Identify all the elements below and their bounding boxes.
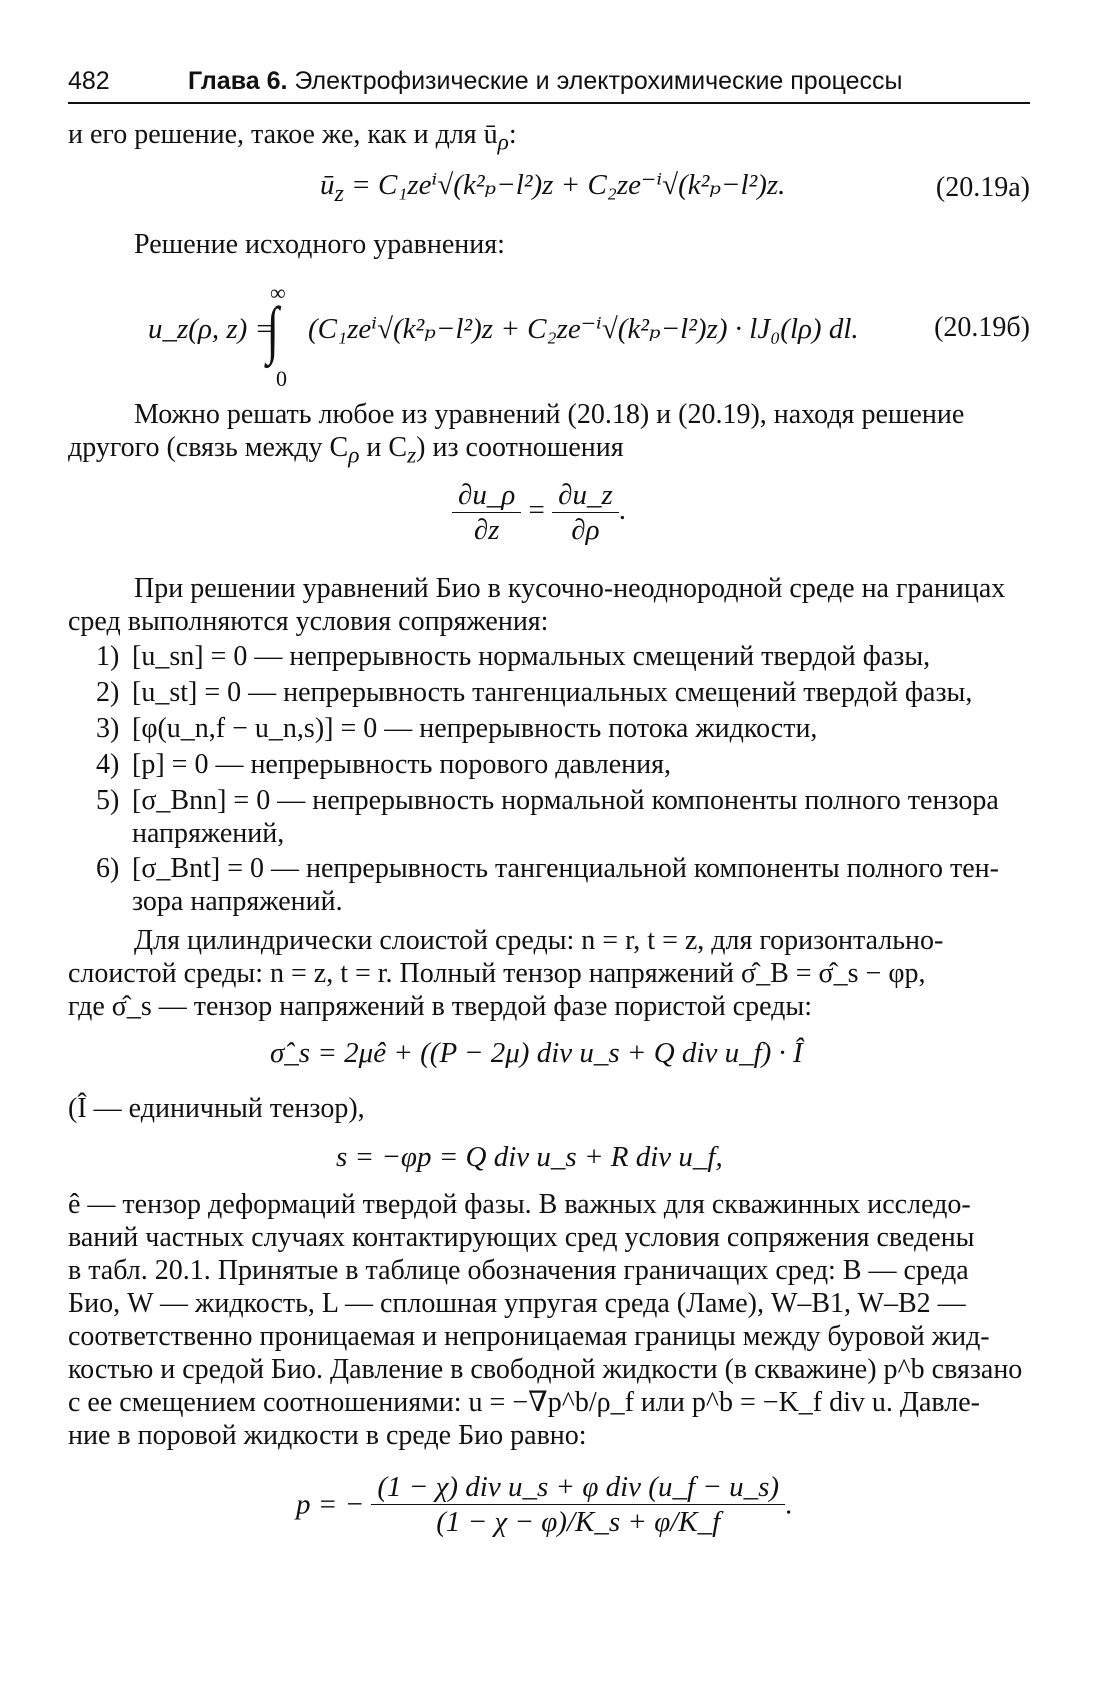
paragraph-unit-tensor: (Î — единичный тензор), bbox=[68, 1093, 365, 1124]
book-page: 482 Глава 6. Электрофизические и электрохимические процессы и его решение, такое же, как и для $ū_\rho$: $ū_z = C_1ze^i√(k^2_p-l^2)z + C_2ze^{-i}√(k^2_p-l^2)z$. (20.19а) Решение исходного уравнения: u_z(ρ, z) = ∞ ∫ 0 (C₁zeⁱ√(k²ₚ−l²)z + C₂ze⁻ⁱ√(k²ₚ−l²)z) · lJ₀(lρ) dl. (20.19б) Можно решать любое из уравнений (20.18) и (20.19), находя решение другого (связь между $C_\rho$ и $C_z$) из соотношения $\frac{\partial u\_\rho}{\partial z}$ = $\frac{\partial u\_z}{\partial\rho}$ . При решении уравнений Био в кусочно-неоднородной среде на границах сред выполняются условия сопряжения: 1) [u_sn] = 0 — непрерывность нормальных смещений твердой фазы, 2) [u_st] = 0 — непрерывность тангенциальных смещений твердой фазы, 3) [φ(u_n,f − u_n,s)] = 0 — непрерывность потока жидкости, 4) [p] = 0 — непрерывность порового давления, 5) [σ_Bnn] = 0 — непрерывность нормальной компоненты полного тензора напряжений, 6) [σ_Bnt] = 0 — непрерывность тангенциальной компоненты полного тен- зора напряжений. Для цилиндрически слоистой среды: n = r, t = z, для горизонтально- слоистой среды: n = z, t = r. Полный тензор напряжений σ̂_B = σ̂_s − φp, где σ̂_s — тензор напряжений в твердой фазе пористой среды: σ̂_s = 2μê + ((P − 2μ) div u_s + Q div u_f) · Î (Î — единичный тензор), s = −φp = Q div u_s + R div u_f, ê — тензор деформаций твердой фазы. В важных для скважинных исследо- ваний частных случаях контактирующих сред условия сопряжения сведены в табл. 20.1. Принятые в таблице обозначения граничащих сред: B — среда Био, W — жидкость, L — сплошная упругая среда (Ламе), W–B1, W–B2 — соответственно проницаемая и непроницаемая границы между буровой жид- костью и средой Био. Давление в свободной жидкости (в скважине) p^b связано с ее смещением соотношениями: u = −∇p^b/ρ_f или p^b = −K_f div u. Давле- ние в поровой жидкости в среде Био равно: p = − $\frac{\text{(1 − χ) div u\_s + φ div (u\_f − u\_s)}}{(1 - \chi - \varphi)/K\_s + \varphi/K\_f}$ . bbox=[68, 67, 1030, 1538]
paragraph-layered-line2: слоистой среды: n = z, t = r. Полный тензор напряжений σ̂_B = σ̂_s − φp, bbox=[68, 958, 926, 989]
equation-number-20-19b: (20.19б) bbox=[934, 312, 1030, 343]
paragraph-intro: и его решение, такое же, как и для $ū_\rho$: bbox=[68, 119, 517, 156]
paragraph-relation-line1: Можно решать любое из уравнений (20.18) и (20.19), находя решение bbox=[134, 399, 965, 430]
paragraph-strain-line5: соответственно проницаемая и непроницаемая границы между буровой жид- bbox=[68, 1321, 990, 1352]
condition-item: 3) [φ(u_n,f − u_n,s)] = 0 — непрерывность потока жидкости, bbox=[96, 713, 818, 744]
chapter-label: Глава 6. bbox=[188, 67, 288, 95]
running-header bbox=[68, 66, 1030, 104]
paragraph-relation-line2: другого (связь между $C_\rho$ и $C_z$) из соотношения bbox=[68, 432, 624, 469]
paragraph-biot-line1: При решении уравнений Био в кусочно-неоднородной среде на границах bbox=[134, 573, 1006, 604]
paragraph-strain-line7: с ее смещением соотношениями: u = −∇p^b/ρ_f или p^b = −K_f div u. Давле- bbox=[68, 1387, 980, 1418]
paragraph-biot-line2: сред выполняются условия сопряжения: bbox=[68, 606, 549, 637]
condition-item: 4) [p] = 0 — непрерывность порового давления, bbox=[96, 749, 671, 780]
equation-number-20-19a: (20.19а) bbox=[935, 172, 1030, 203]
paragraph-solution: Решение исходного уравнения: bbox=[134, 229, 505, 260]
equation-s: s = −φp = Q div u_s + R div u_f, bbox=[336, 1141, 723, 1173]
paragraph-layered-line1: Для цилиндрически слоистой среды: n = r, t = z, для горизонтально- bbox=[134, 925, 944, 956]
paragraph-strain-line4: Био, W — жидкость, L — сплошная упругая среда (Ламе), W–B1, W–B2 — bbox=[68, 1288, 966, 1319]
chapter-title: Электрофизические и электрохимические процессы bbox=[294, 67, 903, 95]
condition-item: 6) [σ_Bnt] = 0 — непрерывность тангенциальной компоненты полного тен- зора напряжений. bbox=[96, 853, 999, 917]
equation-stress-tensor: σ̂_s = 2μê + ((P − 2μ) div u_s + Q div u_f) · Î bbox=[270, 1037, 803, 1069]
paragraph-strain-line8: ние в поровой жидкости в среде Био равно: bbox=[68, 1420, 587, 1451]
equation-derivative-relation: $\frac{\partial u\_\rho}{\partial z}$ = $\frac{\partial u\_z}{\partial\rho}$ . bbox=[452, 478, 626, 547]
equation-20-19a: $ū_z = C_1ze^i√(k^2_p-l^2)z + C_2ze^{-i}√(k^2_p-l^2)z$. bbox=[320, 169, 786, 207]
condition-item: 2) [u_st] = 0 — непрерывность тангенциальных смещений твердой фазы, bbox=[96, 677, 973, 708]
condition-item: 5) [σ_Bnn] = 0 — непрерывность нормальной компоненты полного тензора напряжений, bbox=[96, 785, 999, 849]
paragraph-strain-line6: костью и средой Био. Давление в свободной жидкости (в скважине) p^b связано bbox=[68, 1354, 1023, 1385]
paragraph-layered-line3: где σ̂_s — тензор напряжений в твердой фазе пористой среды: bbox=[68, 991, 812, 1022]
condition-item: 1) [u_sn] = 0 — непрерывность нормальных смещений твердой фазы, bbox=[96, 641, 931, 672]
paragraph-strain-line1: ê — тензор деформаций твердой фазы. В важных для скважинных исследо- bbox=[68, 1189, 971, 1220]
page-number: 482 bbox=[68, 67, 110, 95]
paragraph-strain-line3: в табл. 20.1. Принятые в таблице обозначения граничащих сред: B — среда bbox=[68, 1255, 969, 1286]
integral-sign: ∫ bbox=[266, 294, 279, 365]
paragraph-strain-line2: ваний частных случаях контактирующих сред условия сопряжения сведены bbox=[68, 1222, 975, 1253]
equation-pore-pressure: p = − $\frac{\text{(1 − χ) div u\_s + φ div (u\_f − u\_s)}}{(1 - \chi - \varphi)/K\_s + \varphi/K\_f}$ . bbox=[296, 1471, 793, 1538]
